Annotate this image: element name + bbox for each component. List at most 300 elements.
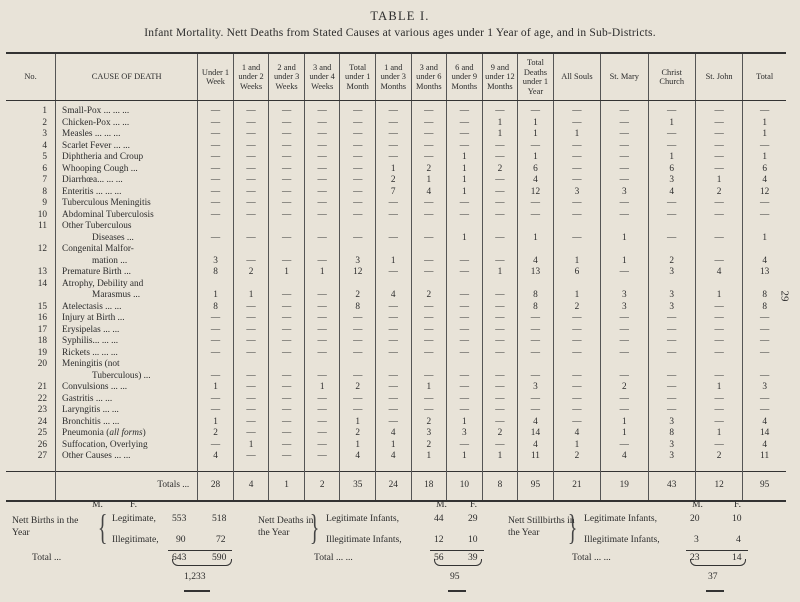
table-cell: 3 [648, 440, 695, 452]
births-illegit-label: Illegitimate, [112, 534, 159, 545]
table-cell: — [304, 198, 340, 210]
table-cell: — [304, 405, 340, 417]
table-cell [269, 279, 305, 291]
table-row [6, 348, 786, 360]
cause-of-death: Small-Pox ... ... ... [56, 101, 198, 118]
table-cell: — [518, 101, 554, 118]
cause-of-death: Diarrhœa... ... ... [56, 175, 198, 187]
table-cell: — [482, 175, 518, 187]
spacer-cell [233, 463, 269, 472]
table-cell: 4 [648, 187, 695, 199]
table-cell: — [304, 175, 340, 187]
cause-of-death: Diseases ... [56, 233, 198, 245]
deaths-total-m: 56 [434, 552, 444, 563]
row-number: 17 [6, 325, 56, 337]
table-cell: — [411, 210, 447, 222]
table-cell [375, 244, 411, 256]
table-cell: 2 [648, 256, 695, 268]
table-cell: — [340, 336, 376, 348]
table-cell: — [340, 175, 376, 187]
table-cell: — [340, 164, 376, 176]
row-number: 23 [6, 405, 56, 417]
table-cell [648, 244, 695, 256]
table-cell: — [269, 101, 305, 118]
stillbirths-illegit-f: 4 [736, 534, 741, 545]
table-cell: 2 [198, 428, 234, 440]
table-cell: 13 [759, 267, 770, 278]
totals-cell: 35 [340, 471, 376, 501]
table-cell: — [553, 336, 600, 348]
table-cell: — [447, 129, 483, 141]
table-cell: 1 [695, 428, 742, 440]
table-cell: 1 [695, 382, 742, 394]
table-cell: 8 [518, 302, 554, 314]
table-cell [743, 279, 786, 291]
cause-of-death: Enteritis ... ... ... [56, 187, 198, 199]
spacer-cell [411, 463, 447, 472]
table-cell: — [304, 440, 340, 452]
table-cell: — [601, 267, 648, 279]
table-cell: — [482, 325, 518, 337]
table-cell: — [304, 164, 340, 176]
table-cell: — [304, 417, 340, 429]
table-cell [411, 221, 447, 233]
table-cell: — [447, 267, 483, 279]
cause-of-death: Suffocation, Overlying [56, 440, 198, 452]
table-cell [518, 359, 554, 371]
table-cell: — [411, 348, 447, 360]
table-cell: — [601, 405, 648, 417]
table-cell: 4 [762, 416, 767, 427]
table-cell: — [759, 370, 770, 381]
column-header: All Souls [553, 53, 600, 101]
table-cell: 8 [762, 290, 767, 301]
table-cell: 3 [340, 256, 376, 268]
table-cell: — [447, 210, 483, 222]
cause-of-death: Erysipelas ... ... [56, 325, 198, 337]
table-cell: 14 [518, 428, 554, 440]
table-cell: 6 [518, 164, 554, 176]
table-cell: — [601, 210, 648, 222]
row-number: 13 [6, 267, 56, 279]
table-cell: 2 [695, 187, 742, 199]
table-cell: 1 [601, 256, 648, 268]
table-cell: — [482, 290, 518, 302]
column-header: St. Mary [601, 53, 648, 101]
table-cell [743, 359, 786, 371]
table-cell: — [304, 187, 340, 199]
table-cell: 2 [340, 382, 376, 394]
table-cell [304, 279, 340, 291]
cause-of-death: Pneumonia (all forms) [56, 428, 198, 440]
table-cell: — [601, 348, 648, 360]
table-cell: — [518, 394, 554, 406]
cause-of-death: Tuberculous) ... [56, 371, 198, 383]
table-cell: 4 [762, 175, 767, 186]
totals-label: Totals ... [56, 471, 198, 501]
spacer-cell [269, 463, 305, 472]
table-cell: 2 [375, 175, 411, 187]
table-cell: — [233, 382, 269, 394]
table-cell: — [198, 187, 234, 199]
table-cell: — [518, 210, 554, 222]
table-cell: 1 [482, 129, 518, 141]
table-cell: — [269, 417, 305, 429]
table-cell: — [601, 198, 648, 210]
table-cell: 1 [601, 417, 648, 429]
totals-cell: 1 [269, 471, 305, 501]
table-cell: 1 [482, 451, 518, 463]
table-cell: — [759, 209, 770, 220]
table-cell: — [198, 348, 234, 360]
table-cell: — [601, 336, 648, 348]
table-cell: 2 [695, 451, 742, 463]
table-cell: — [553, 325, 600, 337]
table-cell: — [304, 256, 340, 268]
table-cell: — [601, 101, 648, 118]
table-cell: 1 [762, 117, 767, 128]
table-row [6, 359, 786, 371]
table-cell: — [411, 405, 447, 417]
table-cell: 1 [233, 440, 269, 452]
table-row [6, 428, 786, 440]
table-cell: — [695, 325, 742, 337]
table-cell: — [375, 382, 411, 394]
column-header: 1 and under 2 Weeks [233, 53, 269, 101]
table-cell: — [340, 394, 376, 406]
table-cell: — [411, 101, 447, 118]
table-cell: — [695, 417, 742, 429]
table-cell: — [553, 175, 600, 187]
table-cell: 4 [518, 417, 554, 429]
column-header: No. [6, 53, 56, 101]
births-total-f: 590 [212, 552, 227, 563]
table-cell: — [269, 336, 305, 348]
table-cell: — [482, 256, 518, 268]
deaths-total-f: 39 [468, 552, 478, 563]
table-cell: 1 [198, 382, 234, 394]
italic-qualifier: all forms [109, 428, 143, 439]
table-cell: — [759, 198, 770, 209]
table-cell: 1 [518, 129, 554, 141]
table-cell: — [518, 348, 554, 360]
table-cell [304, 244, 340, 256]
table-cell: 1 [518, 152, 554, 164]
row-number: 12 [6, 244, 56, 256]
table-cell: — [269, 198, 305, 210]
table-cell: 4 [601, 451, 648, 463]
table-cell: 1 [482, 118, 518, 130]
table-cell: — [304, 336, 340, 348]
table-cell: — [695, 313, 742, 325]
table-row [6, 210, 786, 222]
table-cell: — [269, 210, 305, 222]
table-cell: 3 [411, 428, 447, 440]
table-cell: — [759, 347, 770, 358]
table-cell: — [340, 371, 376, 383]
column-header: CAUSE OF DEATH [56, 53, 198, 101]
table-cell: 4 [762, 255, 767, 266]
table-cell: — [198, 198, 234, 210]
table-cell: — [233, 428, 269, 440]
totals-cell: 95 [743, 471, 786, 501]
table-cell: 1 [304, 382, 340, 394]
table-cell: — [375, 336, 411, 348]
table-cell: — [482, 313, 518, 325]
table-cell: 1 [762, 232, 767, 243]
table-cell: — [648, 405, 695, 417]
spacer-cell [482, 463, 518, 472]
table-cell: — [518, 325, 554, 337]
table-cell [447, 244, 483, 256]
table-cell: 14 [759, 428, 770, 439]
table-cell: — [411, 256, 447, 268]
table-cell [411, 359, 447, 371]
table-cell: — [304, 152, 340, 164]
table-cell: — [601, 141, 648, 153]
table-cell: — [340, 129, 376, 141]
table-title: TABLE I. [370, 9, 430, 23]
table-cell: — [759, 106, 770, 117]
cause-of-death: Abdominal Tuberculosis [56, 210, 198, 222]
table-cell: — [233, 129, 269, 141]
table-cell: — [269, 175, 305, 187]
table-cell [695, 279, 742, 291]
table-cell: — [648, 371, 695, 383]
page-number: 29 [778, 290, 791, 302]
cause-of-death: Other Tuberculous [56, 221, 198, 233]
table-cell: 1 [447, 164, 483, 176]
table-cell: — [482, 187, 518, 199]
table-cell [447, 279, 483, 291]
table-cell: — [518, 313, 554, 325]
stillbirths-m-header: M. [692, 499, 703, 510]
table-cell: — [482, 210, 518, 222]
deaths-grand-total: 95 [450, 571, 460, 582]
spacer-cell [56, 463, 198, 472]
table-cell: 3 [648, 417, 695, 429]
totals-cell: 24 [375, 471, 411, 501]
row-number: 7 [6, 175, 56, 187]
table-cell: — [601, 371, 648, 383]
column-header: Under 1 Week [198, 53, 234, 101]
table-cell: — [518, 405, 554, 417]
table-cell: 1 [269, 267, 305, 279]
totals-cell: 28 [198, 471, 234, 501]
table-cell: — [447, 371, 483, 383]
table-cell [304, 221, 340, 233]
births-heading: Nett Births in the Year [12, 515, 79, 538]
table-cell: 1 [447, 152, 483, 164]
table-cell: 8 [518, 290, 554, 302]
table-cell: — [269, 164, 305, 176]
spacer-cell [375, 463, 411, 472]
totals-row [6, 471, 786, 501]
births-total-m: 643 [172, 552, 187, 563]
table-cell: — [648, 141, 695, 153]
table-cell: — [447, 198, 483, 210]
table-cell: — [375, 210, 411, 222]
table-cell: 11 [760, 451, 770, 462]
table-cell [518, 221, 554, 233]
row-number: 26 [6, 440, 56, 452]
table-cell: — [553, 118, 600, 130]
table-cell: 1 [447, 233, 483, 245]
table-cell: 3 [648, 290, 695, 302]
table-cell: — [375, 267, 411, 279]
table-cell: — [553, 417, 600, 429]
table-cell: 4 [762, 439, 767, 450]
table-cell: 4 [375, 290, 411, 302]
table-cell [375, 359, 411, 371]
row-number: 8 [6, 187, 56, 199]
deaths-illegit-label: Illegitimate Infants, [326, 534, 402, 545]
column-header: Total [743, 53, 786, 101]
births-legit-f: 518 [212, 513, 227, 524]
table-cell: — [695, 233, 742, 245]
table-cell: 1 [601, 233, 648, 245]
table-cell: — [233, 198, 269, 210]
table-cell: — [447, 118, 483, 130]
table-cell: — [304, 118, 340, 130]
table-cell: 1 [762, 152, 767, 163]
table-cell: — [375, 313, 411, 325]
births-grand-rule [184, 590, 210, 592]
table-cell: — [447, 405, 483, 417]
deaths-illegit-f: 10 [468, 534, 478, 545]
spacer-cell [695, 463, 742, 472]
table-row [6, 187, 786, 199]
table-cell: — [601, 313, 648, 325]
births-illegit-m: 90 [176, 534, 186, 545]
cause-of-death: Atelectasis ... ... [56, 302, 198, 314]
table-cell: — [340, 210, 376, 222]
row-number: 4 [6, 141, 56, 153]
table-cell [743, 244, 786, 256]
table-cell: — [553, 101, 600, 118]
table-row [6, 221, 786, 233]
table-cell: — [269, 129, 305, 141]
table-cell: — [198, 233, 234, 245]
table-cell: 1 [375, 256, 411, 268]
table-cell: — [553, 141, 600, 153]
table-cell: — [198, 141, 234, 153]
deaths-total-label: Total ... ... [314, 552, 353, 563]
table-cell: — [759, 140, 770, 151]
table-cell: 6 [762, 163, 767, 174]
table-cell: — [340, 141, 376, 153]
table-cell: 4 [340, 451, 376, 463]
table-cell: — [233, 313, 269, 325]
row-number: 9 [6, 198, 56, 210]
table-cell: — [375, 405, 411, 417]
table-body [6, 101, 786, 501]
table-cell: — [601, 118, 648, 130]
table-cell: 3 [762, 382, 767, 393]
table-cell: — [759, 336, 770, 347]
table-row [6, 336, 786, 348]
table-cell: — [375, 371, 411, 383]
table-cell: 2 [553, 451, 600, 463]
table-cell: 1 [375, 440, 411, 452]
row-number: 14 [6, 279, 56, 291]
table-cell: 1 [518, 118, 554, 130]
cause-of-death: Atrophy, Debility and [56, 279, 198, 291]
births-total-brace [172, 559, 232, 566]
table-row [6, 279, 786, 291]
table-cell: — [340, 313, 376, 325]
totals-cell: 10 [447, 471, 483, 501]
table-cell: 1 [648, 118, 695, 130]
totals-cell: 21 [553, 471, 600, 501]
stillbirths-total-rule [686, 550, 748, 551]
deaths-total-brace [434, 559, 482, 566]
table-cell: — [269, 405, 305, 417]
table-row [6, 175, 786, 187]
cause-of-death: Rickets ... ... ... [56, 348, 198, 360]
table-cell [743, 221, 786, 233]
table-cell: — [601, 440, 648, 452]
table-cell: — [233, 152, 269, 164]
row-number [6, 371, 56, 383]
table-cell: 3 [601, 302, 648, 314]
table-cell: — [233, 405, 269, 417]
table-cell: — [233, 336, 269, 348]
table-cell: 3 [601, 187, 648, 199]
table-cell: — [482, 141, 518, 153]
table-cell: 2 [411, 290, 447, 302]
column-header: Total under 1 Month [340, 53, 376, 101]
table-cell [269, 221, 305, 233]
table-cell: — [198, 210, 234, 222]
stillbirths-illegit-m: 3 [694, 534, 699, 545]
table-cell: — [695, 164, 742, 176]
table-cell: — [648, 336, 695, 348]
table-cell: — [553, 233, 600, 245]
table-cell: — [482, 405, 518, 417]
table-cell: — [233, 210, 269, 222]
table-cell: 2 [411, 440, 447, 452]
table-cell [695, 359, 742, 371]
table-cell: 2 [553, 302, 600, 314]
table-cell: — [695, 118, 742, 130]
spacer-cell [601, 463, 648, 472]
table-cell: 8 [198, 267, 234, 279]
table-cell: 3 [198, 256, 234, 268]
table-cell: 3 [648, 451, 695, 463]
spacer-cell [518, 463, 554, 472]
stillbirths-legit-m: 20 [690, 513, 700, 524]
table-cell: — [269, 348, 305, 360]
deaths-brace: } [309, 507, 320, 547]
table-cell: — [601, 152, 648, 164]
deaths-illegit-m: 12 [434, 534, 444, 545]
table-cell: — [695, 348, 742, 360]
table-cell: — [304, 394, 340, 406]
table-cell: — [340, 348, 376, 360]
table-cell: — [340, 405, 376, 417]
table-cell: — [269, 371, 305, 383]
table-cell [233, 244, 269, 256]
table-cell: — [695, 440, 742, 452]
births-total-label: Total ... [32, 552, 62, 563]
column-header: 3 and under 6 Months [411, 53, 447, 101]
table-cell [482, 279, 518, 291]
table-cell: — [447, 101, 483, 118]
table-cell: 2 [411, 417, 447, 429]
table-cell: 1 [411, 382, 447, 394]
table-cell: — [198, 164, 234, 176]
